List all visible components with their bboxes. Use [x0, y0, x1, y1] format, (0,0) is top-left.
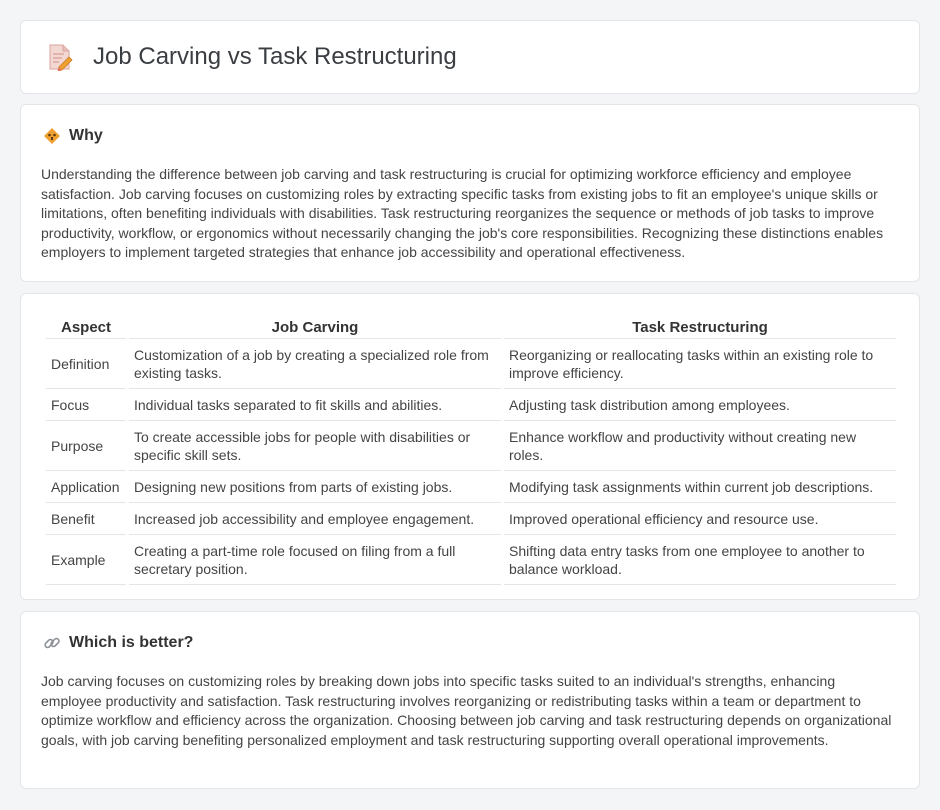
column-header-job-carving: Job Carving [271, 318, 359, 336]
why-section [20, 104, 920, 282]
row-task-restructuring: Adjusting task distribution among employees. [504, 389, 896, 421]
row-job-carving: Individual tasks separated to fit skills and abilities. [129, 389, 501, 421]
row-job-carving: Customization of a job by creating a specialized role from existing tasks. [129, 338, 501, 389]
diamond-warning-icon [43, 127, 61, 145]
better-title: Which is better? [69, 634, 194, 651]
row-aspect: Application [46, 471, 126, 503]
row-aspect: Example [46, 535, 126, 585]
row-task-restructuring: Enhance workflow and productivity without creating new roles. [504, 421, 896, 471]
row-job-carving: Increased job accessibility and employee engagement. [129, 503, 501, 535]
table-row [46, 535, 896, 585]
table-row [46, 503, 896, 535]
row-task-restructuring: Modifying task assignments within current job descriptions. [504, 471, 896, 503]
document-pencil-icon [47, 43, 73, 71]
row-job-carving: To create accessible jobs for people with disabilities or specific skill sets. [129, 421, 501, 471]
comparison-table [43, 316, 899, 585]
row-task-restructuring: Reorganizing or reallocating tasks within an existing role to improve efficiency. [504, 338, 896, 389]
row-aspect: Definition [46, 338, 126, 389]
table-row [46, 421, 896, 471]
row-aspect: Purpose [46, 421, 126, 471]
column-header-task-restructuring: Task Restructuring [632, 318, 768, 336]
row-aspect: Benefit [46, 503, 126, 535]
page-title: Job Carving vs Task Restructuring [93, 43, 457, 70]
why-heading [43, 127, 103, 145]
table-row [46, 389, 896, 421]
row-task-restructuring: Improved operational efficiency and resource use. [504, 503, 896, 535]
header-card [20, 20, 920, 94]
table-row [46, 471, 896, 503]
why-title: Why [69, 127, 103, 144]
column-header-aspect: Aspect [60, 318, 112, 336]
row-job-carving: Designing new positions from parts of existing jobs. [129, 471, 501, 503]
link-icon [43, 634, 61, 652]
table-row [46, 338, 896, 389]
comparison-section [20, 293, 920, 600]
row-task-restructuring: Shifting data entry tasks from one employee to another to balance workload. [504, 535, 896, 585]
row-aspect: Focus [46, 389, 126, 421]
row-job-carving: Creating a part-time role focused on filing from a full secretary position. [129, 535, 501, 585]
which-is-better-section [20, 611, 920, 789]
why-text: Understanding the difference between job carving and task restructuring is crucial for optimizing workforce efficiency and employee satisfaction. Job carving focuses on customizing roles by extracting specific tasks from existing jobs to fit an employee's unique skills or limitations, often benefiting individuals with disabilities. Task restructuring reorganizes the sequence or methods of job tasks to improve productivity, workflow, or ergonomics without necessarily changing the job's core responsibilities. Recognizing these distinctions enables employers to implement targeted strategies that enhance job accessibility and operational effectiveness. [41, 166, 884, 261]
better-text: Job carving focuses on customizing roles by breaking down jobs into specific tasks suited to an individual's strengths, enhancing employee productivity and satisfaction. Task restructuring involves reorganizing or redistributing tasks within a team or department to optimize workflow and efficiency across the organization. Choosing between job carving and task restructuring depends on organizational goals, with job carving benefiting personalized employment and task restructuring supporting overall operational improvements. [41, 673, 892, 748]
title-row [47, 43, 457, 71]
table-header-row [46, 316, 896, 338]
better-heading [43, 634, 193, 652]
